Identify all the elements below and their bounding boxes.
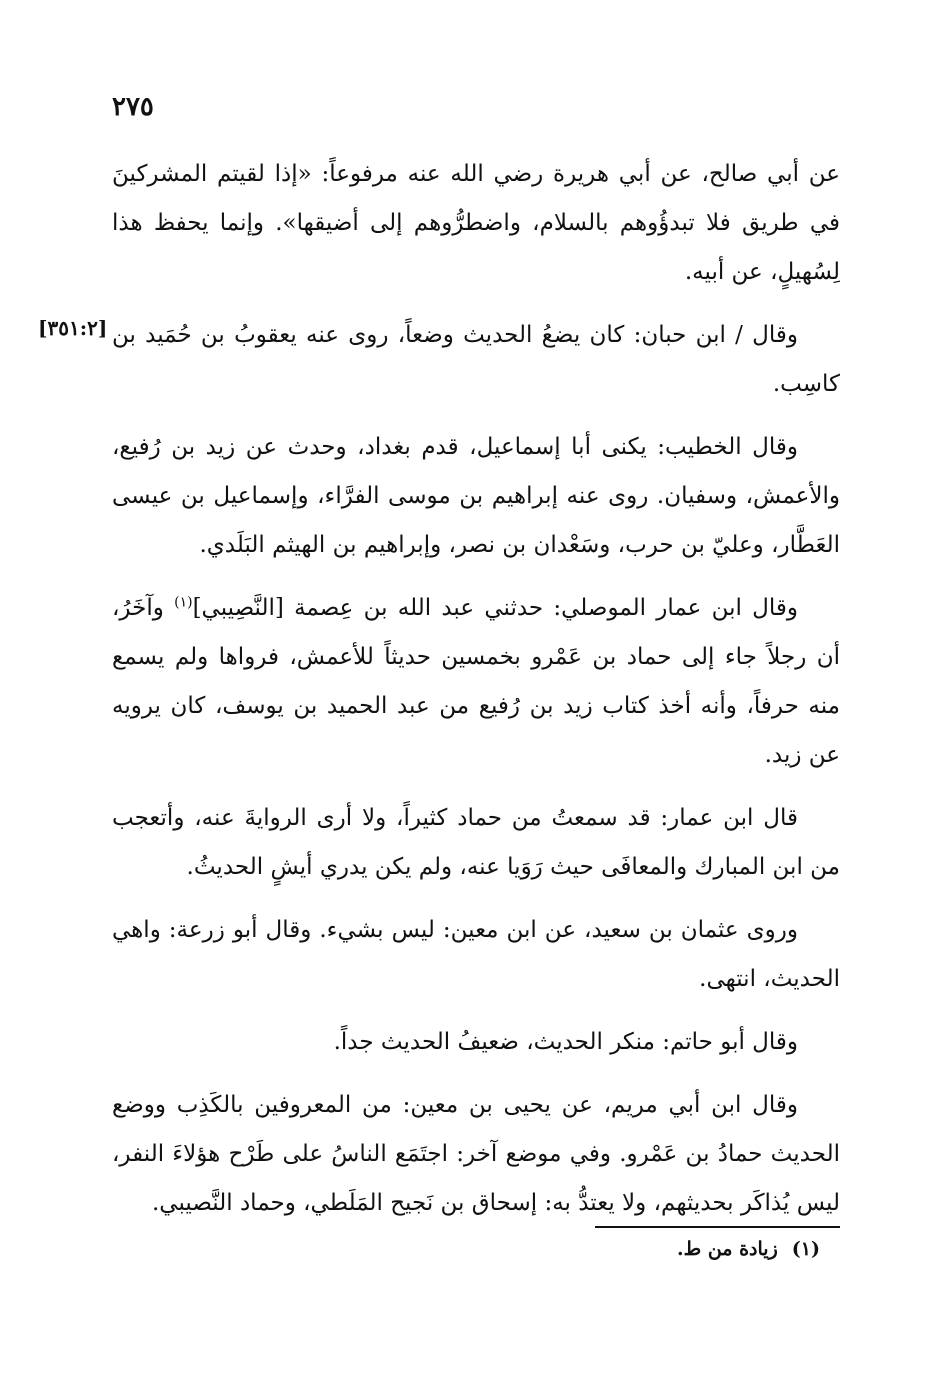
paragraph-1: عن أبي صالح، عن أبي هريرة رضي الله عنه مرفوعاً: «إذا لقيتم المشركينَ في طريق فلا تبدؤُوهم بالسلام، واضطرُّوهم إلى أضيقها». وإنما يحفظ هذا لِسُهيلٍ، عن أبيه. <box>112 161 840 285</box>
footnote-marker: (١) <box>791 1238 820 1260</box>
page-number: ٢٧٥ <box>112 92 154 122</box>
margin-reference: [٣٥١:٢] <box>38 316 108 340</box>
paragraph-7: وقال أبو حاتم: منكر الحديث، ضعيفُ الحديث جداً. <box>333 1029 798 1055</box>
paragraph-4-rest: وآخَرُ، أن رجلاً جاء إلى حماد بن عَمْرو بخمسين حديثاً للأعمش، فرواها ولم يسمع منه حرفاً، وأنه أخذ كتاب زيد بن رُفيع من عبد الحميد بن يوسف، كان يرويه عن زيد. <box>112 595 840 768</box>
footnote-text: زيادة من ط. <box>677 1238 778 1260</box>
paragraph-4 <box>112 584 840 780</box>
footnote-divider <box>595 1226 840 1228</box>
paragraph-6: وروى عثمان بن سعيد، عن ابن معين: ليس بشيء. وقال أبو زرعة: واهي الحديث، انتهى. <box>112 917 840 992</box>
paragraph-8: وقال ابن أبي مريم، عن يحيى بن معين: من المعروفين بالكَذِب ووضع الحديث حمادُ بن عَمْرو. وفي موضع آخر: اجتَمَع الناسُ على طَرْح هؤلاءَ النفر، ليس يُذاكَر بحديثهم، ولا يعتدُّ به: إسحاق بن نَجيح المَلَطي، وحماد النَّصيبي. <box>112 1092 840 1216</box>
paragraph-5: قال ابن عمار: قد سمعتُ من حماد كثيراً، ولا أرى الروايةَ عنه، وأتعجب من ابن المبارك والمعافَى حيث رَوَيا عنه، ولم يكن يدري أيشٍ الحديثُ. <box>112 805 840 880</box>
paragraph-2: وقال / ابن حبان: كان يضعُ الحديث وضعاً، روى عنه يعقوبُ بن حُمَيد بن كاسِب. <box>112 322 840 397</box>
footnote-reference: (١) <box>174 594 193 611</box>
footnote <box>677 1238 820 1260</box>
main-text <box>112 150 840 1242</box>
paragraph-3: وقال الخطيب: يكنى أبا إسماعيل، قدم بغداد، وحدث عن زيد بن رُفيع، والأعمش، وسفيان. روى عنه إبراهيم بن موسى الفرَّاء، وإسماعيل بن عيسى العَطَّار، وعليّ بن حرب، وسَعْدان بن نصر، وإبراهيم بن الهيثم البَلَدي. <box>112 434 840 558</box>
paragraph-4-lead: وقال ابن عمار الموصلي: حدثني عبد الله بن عِصمة [النَّصِيبي] <box>192 595 798 621</box>
